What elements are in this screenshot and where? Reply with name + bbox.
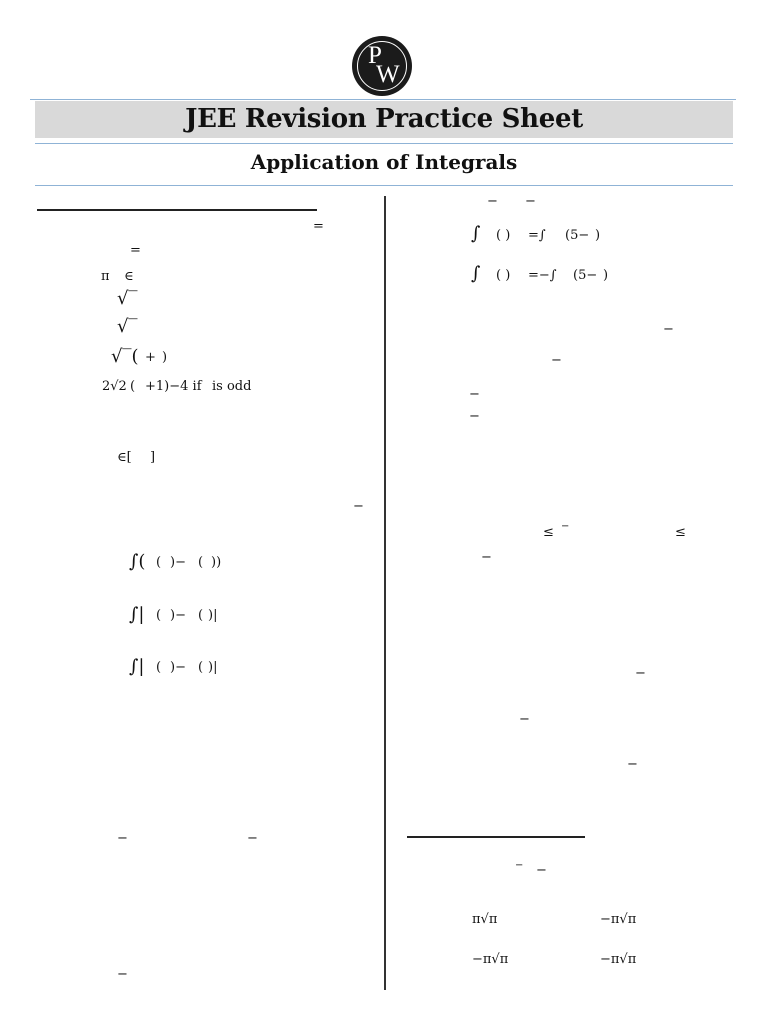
left-fragment: ∈: [124, 269, 134, 284]
left-fragment: (: [156, 608, 162, 623]
left-fragment: =: [313, 219, 324, 234]
right-fragment: ( ): [496, 228, 511, 243]
right-fragment: −: [469, 387, 480, 402]
right-fragment: (5−: [565, 228, 590, 243]
right-fragment: ): [595, 228, 601, 243]
left-fragment: +1)−4 if: [145, 379, 202, 394]
left-fragment: +: [145, 350, 156, 365]
left-fragment: (: [130, 379, 136, 394]
left-fragment: )): [211, 555, 222, 570]
left-fragment: )|: [208, 608, 218, 623]
left-fragment: ∫|: [129, 604, 145, 625]
right-fragment: ≤: [543, 525, 554, 540]
left-section-rule: [37, 209, 317, 211]
right-fragment: −: [487, 194, 498, 209]
left-fragment: )−: [170, 555, 186, 570]
right-fragment: −: [561, 521, 570, 532]
logo-letter-p: P: [368, 42, 382, 69]
left-fragment: is odd: [212, 379, 252, 394]
left-fragment: ]: [150, 450, 156, 465]
page-subtitle: Application of Integrals: [250, 150, 518, 174]
left-fragment: −: [117, 967, 128, 982]
right-fragment: −π√π: [600, 952, 637, 967]
header-rule-mid: [35, 143, 733, 144]
right-fragment: −: [519, 712, 530, 727]
left-fragment: )|: [208, 660, 218, 675]
left-fragment: ∫|: [129, 656, 145, 677]
right-fragment: −: [551, 353, 562, 368]
right-fragment: −: [663, 322, 674, 337]
page-title: JEE Revision Practice Sheet: [185, 104, 583, 134]
right-fragment: (5−: [573, 268, 598, 283]
left-fragment: )−: [170, 660, 186, 675]
right-fragment: −: [481, 550, 492, 565]
header-rule-top: [30, 99, 736, 100]
left-fragment: (: [156, 660, 162, 675]
left-fragment: −: [247, 831, 258, 846]
right-fragment: π√π: [472, 912, 498, 927]
right-fragment: −: [635, 666, 646, 681]
right-fragment: ( ): [496, 268, 511, 283]
left-fragment: (: [198, 660, 204, 675]
logo-letter-w: W: [376, 61, 400, 88]
left-fragment: √‾: [117, 288, 138, 309]
left-fragment: 2√2: [102, 379, 127, 394]
right-fragment: −: [536, 863, 547, 878]
right-fragment: =−∫: [528, 268, 557, 283]
right-fragment: =∫: [528, 228, 546, 243]
left-fragment: π: [101, 269, 110, 284]
left-fragment: ∫(: [129, 551, 146, 572]
left-fragment: −: [353, 499, 364, 514]
left-fragment: (: [198, 555, 204, 570]
right-fragment: ≤: [675, 525, 686, 540]
right-fragment: ): [603, 268, 609, 283]
left-fragment: ): [162, 350, 168, 365]
left-fragment: =: [130, 243, 141, 258]
column-divider: [384, 196, 386, 990]
left-fragment: )−: [170, 608, 186, 623]
right-fragment: −: [525, 194, 536, 209]
header-rule-bottom: [35, 185, 733, 186]
left-fragment: −: [117, 831, 128, 846]
left-fragment: (: [156, 555, 162, 570]
right-fragment: −: [627, 757, 638, 772]
right-fragment: −: [515, 860, 524, 871]
left-fragment: √‾: [117, 316, 138, 337]
right-section-rule: [407, 836, 585, 838]
right-fragment: ∫: [471, 223, 481, 244]
left-fragment: (: [198, 608, 204, 623]
left-fragment: √‾(: [111, 346, 139, 367]
right-fragment: −π√π: [472, 952, 509, 967]
right-fragment: −π√π: [600, 912, 637, 927]
right-fragment: −: [469, 409, 480, 424]
right-fragment: ∫: [471, 263, 481, 284]
left-fragment: ∈[: [117, 450, 132, 465]
